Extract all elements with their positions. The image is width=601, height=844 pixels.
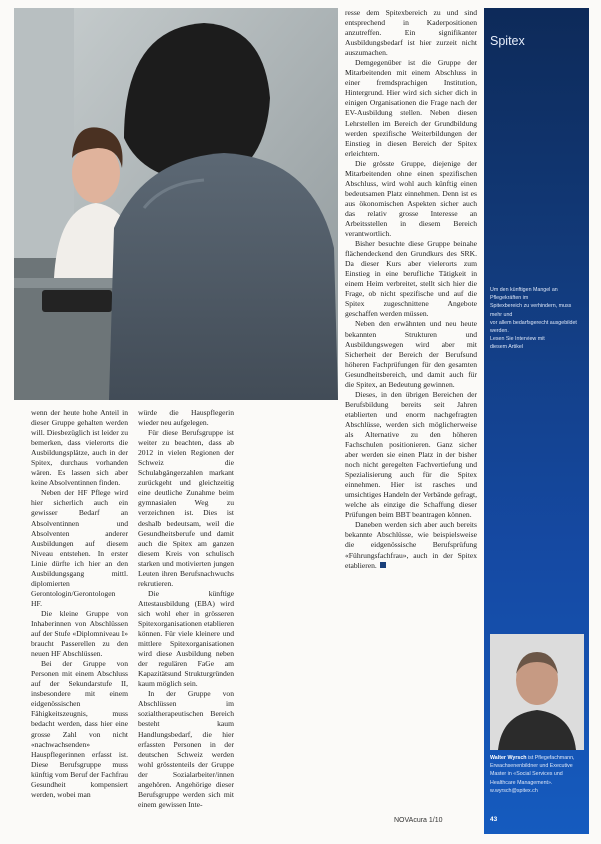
author-email: w.wyrsch@spitex.ch (490, 787, 538, 794)
text-column-3 (345, 8, 477, 571)
paragraph: Die künftige Attestausbildung (EBA) wird sich wohl eher in grösseren Spitexorganisationen etablieren können. Für viele kleinere und mittlere Spitexorganisationen wird diese Ausbildung neben der regulären FaGe am Kapazitätsund Strukturgründen kaum möglich sein. (138, 588, 234, 689)
quote-line: vor allem bedarfsgerecht ausgebildet werden. (490, 319, 577, 335)
paragraph: Demgegenüber ist die Gruppe der Mitarbeitenden mit einem Abschluss in einer fremdsprachigen Institution, Hintergrund. Hier wird sich sicher dich in einigen Organisationen die Frage nach der EV-Ausbildung stellen. Neben diesen Lehrstellen im Bereich der Grundbildung werden spezifische Weiterbildungen der Einstieg in diesen Bereich der Spitex erleichtern. (345, 58, 477, 158)
pull-quote (490, 286, 582, 352)
quote-line: Spitexbereich zu verhindern, muss mehr und (490, 303, 572, 318)
paragraph-last (345, 520, 477, 570)
portrait-image (490, 634, 584, 750)
paragraph: In der Gruppe von Abschlüssen im sozialtherapeutischen Bereich besteht kaum Handlungsbedarf, die hier erfassten Personen in der deutschen Schweiz werden wohl grösstenteils der Gruppe der Sozialarbeiter/innen angehören. Angehörige dieser Berufsgruppe werden sich mit einem gewissen Inte- (138, 689, 234, 809)
paragraph: Für diese Berufsgruppe ist weiter zu beachten, dass ab 2012 in vielen Regionen der Schweiz die Schulabgängerzahlen markant zurückgeht und gleichzeitig eine deutliche Zunahme beim gymnasialen Weg zu verzeichnen ist. Dies ist deshalb bedeutsam, weil die Gesundheitsberufe und damit auch die Spitex am ganzen diesem Kreis von schulisch starken und motivierten jungen Leuten ihren Berufsnachwuchs rekrutieren. (138, 428, 234, 588)
paragraph: Bisher besuchte diese Gruppe beinahe flächendeckend den Grundkurs des SRK. Da dieser Kurs aber vielerorts zum Einstieg in eine berufliche Tätigkeit in einem Heim verbreitet, stellt sich hier die Frage, ob nicht spezifische und auf die Spitex zugeschnittene Angebote geschaffen werden müssen. (345, 239, 477, 319)
quote-source: Lesen Sie Interview mit (490, 336, 545, 343)
author-description: ist Pflegefachmann, Erwachsenenbildner und Executive Master in «Social Services und Healthcare Management». (490, 755, 575, 786)
author-bio (490, 754, 584, 795)
article-photo (14, 8, 338, 400)
section-title: Spitex (490, 34, 525, 48)
text-column-1 (31, 408, 128, 800)
end-mark-icon (380, 562, 386, 568)
text-column-2 (138, 408, 234, 810)
paragraph: Neben der HF Pflege wird hier sicherlich auch ein gewisser Bedarf an Absolventinnen und Absolventen anderer Ausbildungen auf diesem Niveau entstehen. In erster Linie dürfte ich hier an den Ausbildungsgang mittl. diplomierten Gerontologin/Gerontologen HF. (31, 488, 128, 608)
quote-line: Um den künftigen Mangel an Pflegekräften im (490, 287, 558, 302)
paragraph: wenn der heute hohe Anteil in dieser Gruppe gehalten werden will. Diesbezüglich ist leider zu bemerken, dass vielerorts die Ausbildungsplätze, auch in der Spitex, durchaus vorhanden wären. Es lassen sich aber keine Absolventinnen finden. (31, 408, 128, 488)
photo-conversation (14, 8, 338, 400)
sidebar (484, 8, 589, 834)
paragraph-text: Daneben werden sich aber auch bereits bekannte Abschlüsse, wie beispielsweise die eidgenössische Berufsprüfung «Führungsfachfrau», auch in der Spitex etablieren. (345, 520, 477, 570)
paragraph: Bei der Gruppe von Personen mit einem Abschluss auf der Sekundarstufe II, insbesondere mit einem eidgenössischen Fähigkeitszeugnis, muss bedacht werden, dass hier eine grosse Zahl von nicht «nachwachsenden» Hauspflegerinnen erfasst ist. Diese Berufsgruppe muss künftig vom Beruf der Fachfrau Gesundheit kompensiert werden, wobei man (31, 659, 129, 799)
paragraph: Die kleine Gruppe von Inhaberinnen von Abschlüssen auf der Stufe «Diplomniveau I» braucht Passerellen zu den neuen HF Abschlüssen. (31, 608, 128, 659)
quote-source: diesem Artikel (490, 344, 523, 351)
paragraph: Neben den erwähnten und neu heute bekannten Strukturen und Ausbildungswegen wird aber mit Sicherheit der Bereich der Berufsund höheren Fachprüfungen für den gesamten Gesundheitsbereich, und damit auch für die Spitex, an Bedeutung gewinnen. (345, 319, 477, 389)
author-portrait (490, 634, 584, 750)
magazine-footer: NOVAcura 1/10 (394, 817, 443, 824)
author-name: Walter Wyrsch (490, 755, 527, 761)
paragraph: Dieses, in den übrigen Bereichen der Berufsbildung bereits seit Jahren etablierten und enorm nachgefragten Abschlüsse, werden sich möglicherweise als Alternative zu den höheren Fachschulen positionieren. Ganz sicher aber werden sie einen Platz in der bisher noch nicht geregelten Fachvertiefung und Spezialisierung auch für die Spitex einnehmen. Hier ist rasches und umsichtiges Handeln der Verbände gefragt, welche als einzige die Schaffung dieser Prüfungen beim BBT beantragen können. (345, 389, 477, 520)
paragraph: würde die Hauspflegerin wieder neu aufgelegen. (138, 408, 234, 428)
paragraph: resse dem Spitexbereich zu und sind entsprechend in Kaderpositionen anzutreffen. Ein signifikanter Ausbildungsbedarf ist hier zurzeit nicht auszumachen. (345, 8, 477, 58)
page-number: 43 (490, 816, 498, 823)
paragraph: Die grösste Gruppe, diejenige der Mitarbeitenden ohne einen spezifischen Abschluss, wird wohl auch künftig einen bedeutsamen Platz einnehmen. Denn ist es aus ökonomischen Aspekten sicher auch das relativ grosse Interesse an Arbeitsstellen in diesem Bereich verantwortlich. (345, 158, 477, 239)
